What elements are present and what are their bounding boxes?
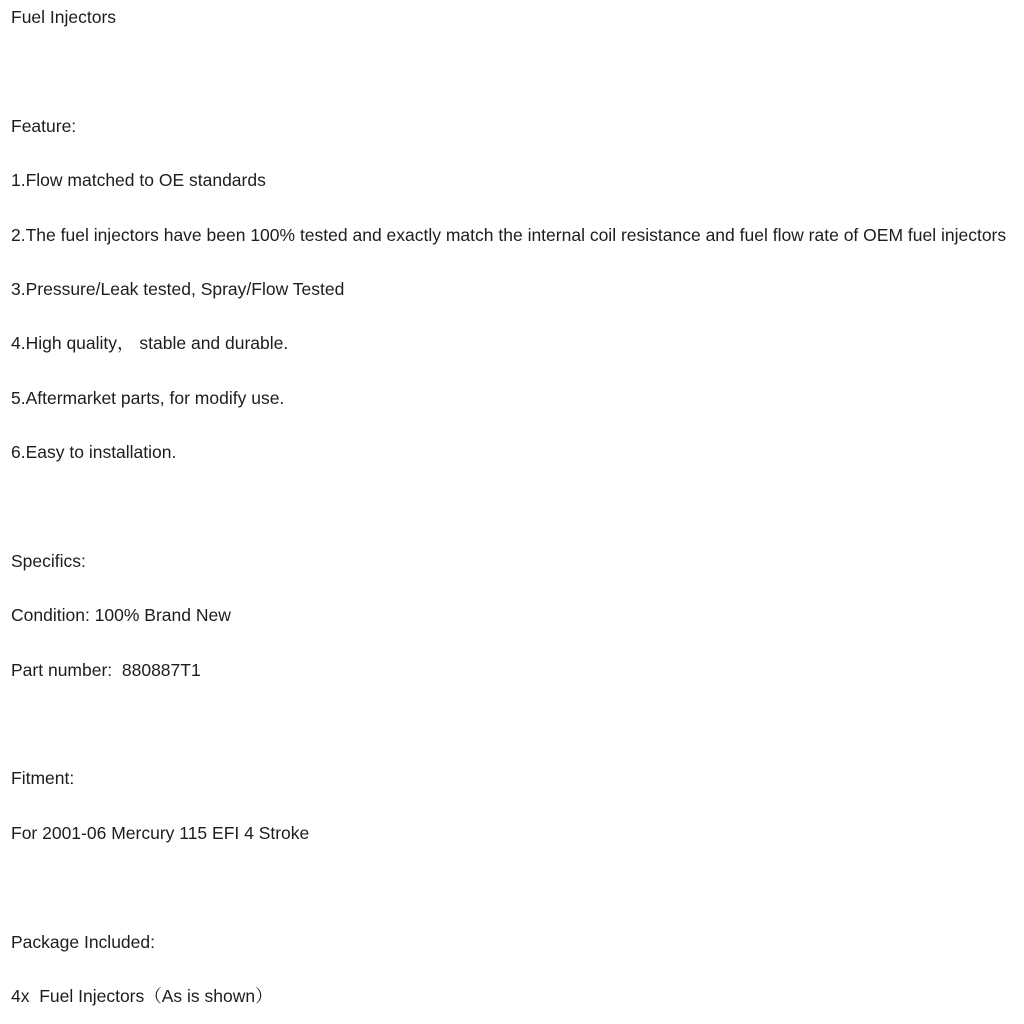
- feature-item-3: 3.Pressure/Leak tested, Spray/Flow Tested: [11, 278, 345, 299]
- feature-item-1: 1.Flow matched to OE standards: [11, 170, 266, 191]
- product-title: Fuel Injectors: [11, 7, 117, 27]
- fitment-heading: Fitment:: [11, 768, 75, 789]
- blank-line: [11, 697, 1024, 751]
- feature-item-2: 2.The fuel injectors have been 100% tested and exactly match the internal coil resistance and fuel flow rate of OEM fuel injectors: [11, 224, 1007, 245]
- blank-line: [11, 860, 1024, 914]
- feature-item-4: 4.High quality， stable and durable.: [11, 333, 289, 354]
- fitment-vehicle: For 2001-06 Mercury 115 EFI 4 Stroke: [11, 822, 310, 843]
- spec-part-number: Part number: 880887T1: [11, 659, 201, 680]
- specifics-heading: Specifics:: [11, 550, 86, 571]
- spec-condition: Condition: 100% Brand New: [11, 605, 231, 626]
- blank-line: [11, 44, 1024, 98]
- feature-heading: Feature:: [11, 115, 77, 136]
- package-heading: Package Included:: [11, 931, 155, 952]
- package-contents: 4x Fuel Injectors（As is shown）: [11, 986, 273, 1007]
- feature-item-5: 5.Aftermarket parts, for modify use.: [11, 387, 285, 408]
- feature-item-6: 6.Easy to installation.: [11, 442, 177, 463]
- blank-line: [11, 480, 1024, 534]
